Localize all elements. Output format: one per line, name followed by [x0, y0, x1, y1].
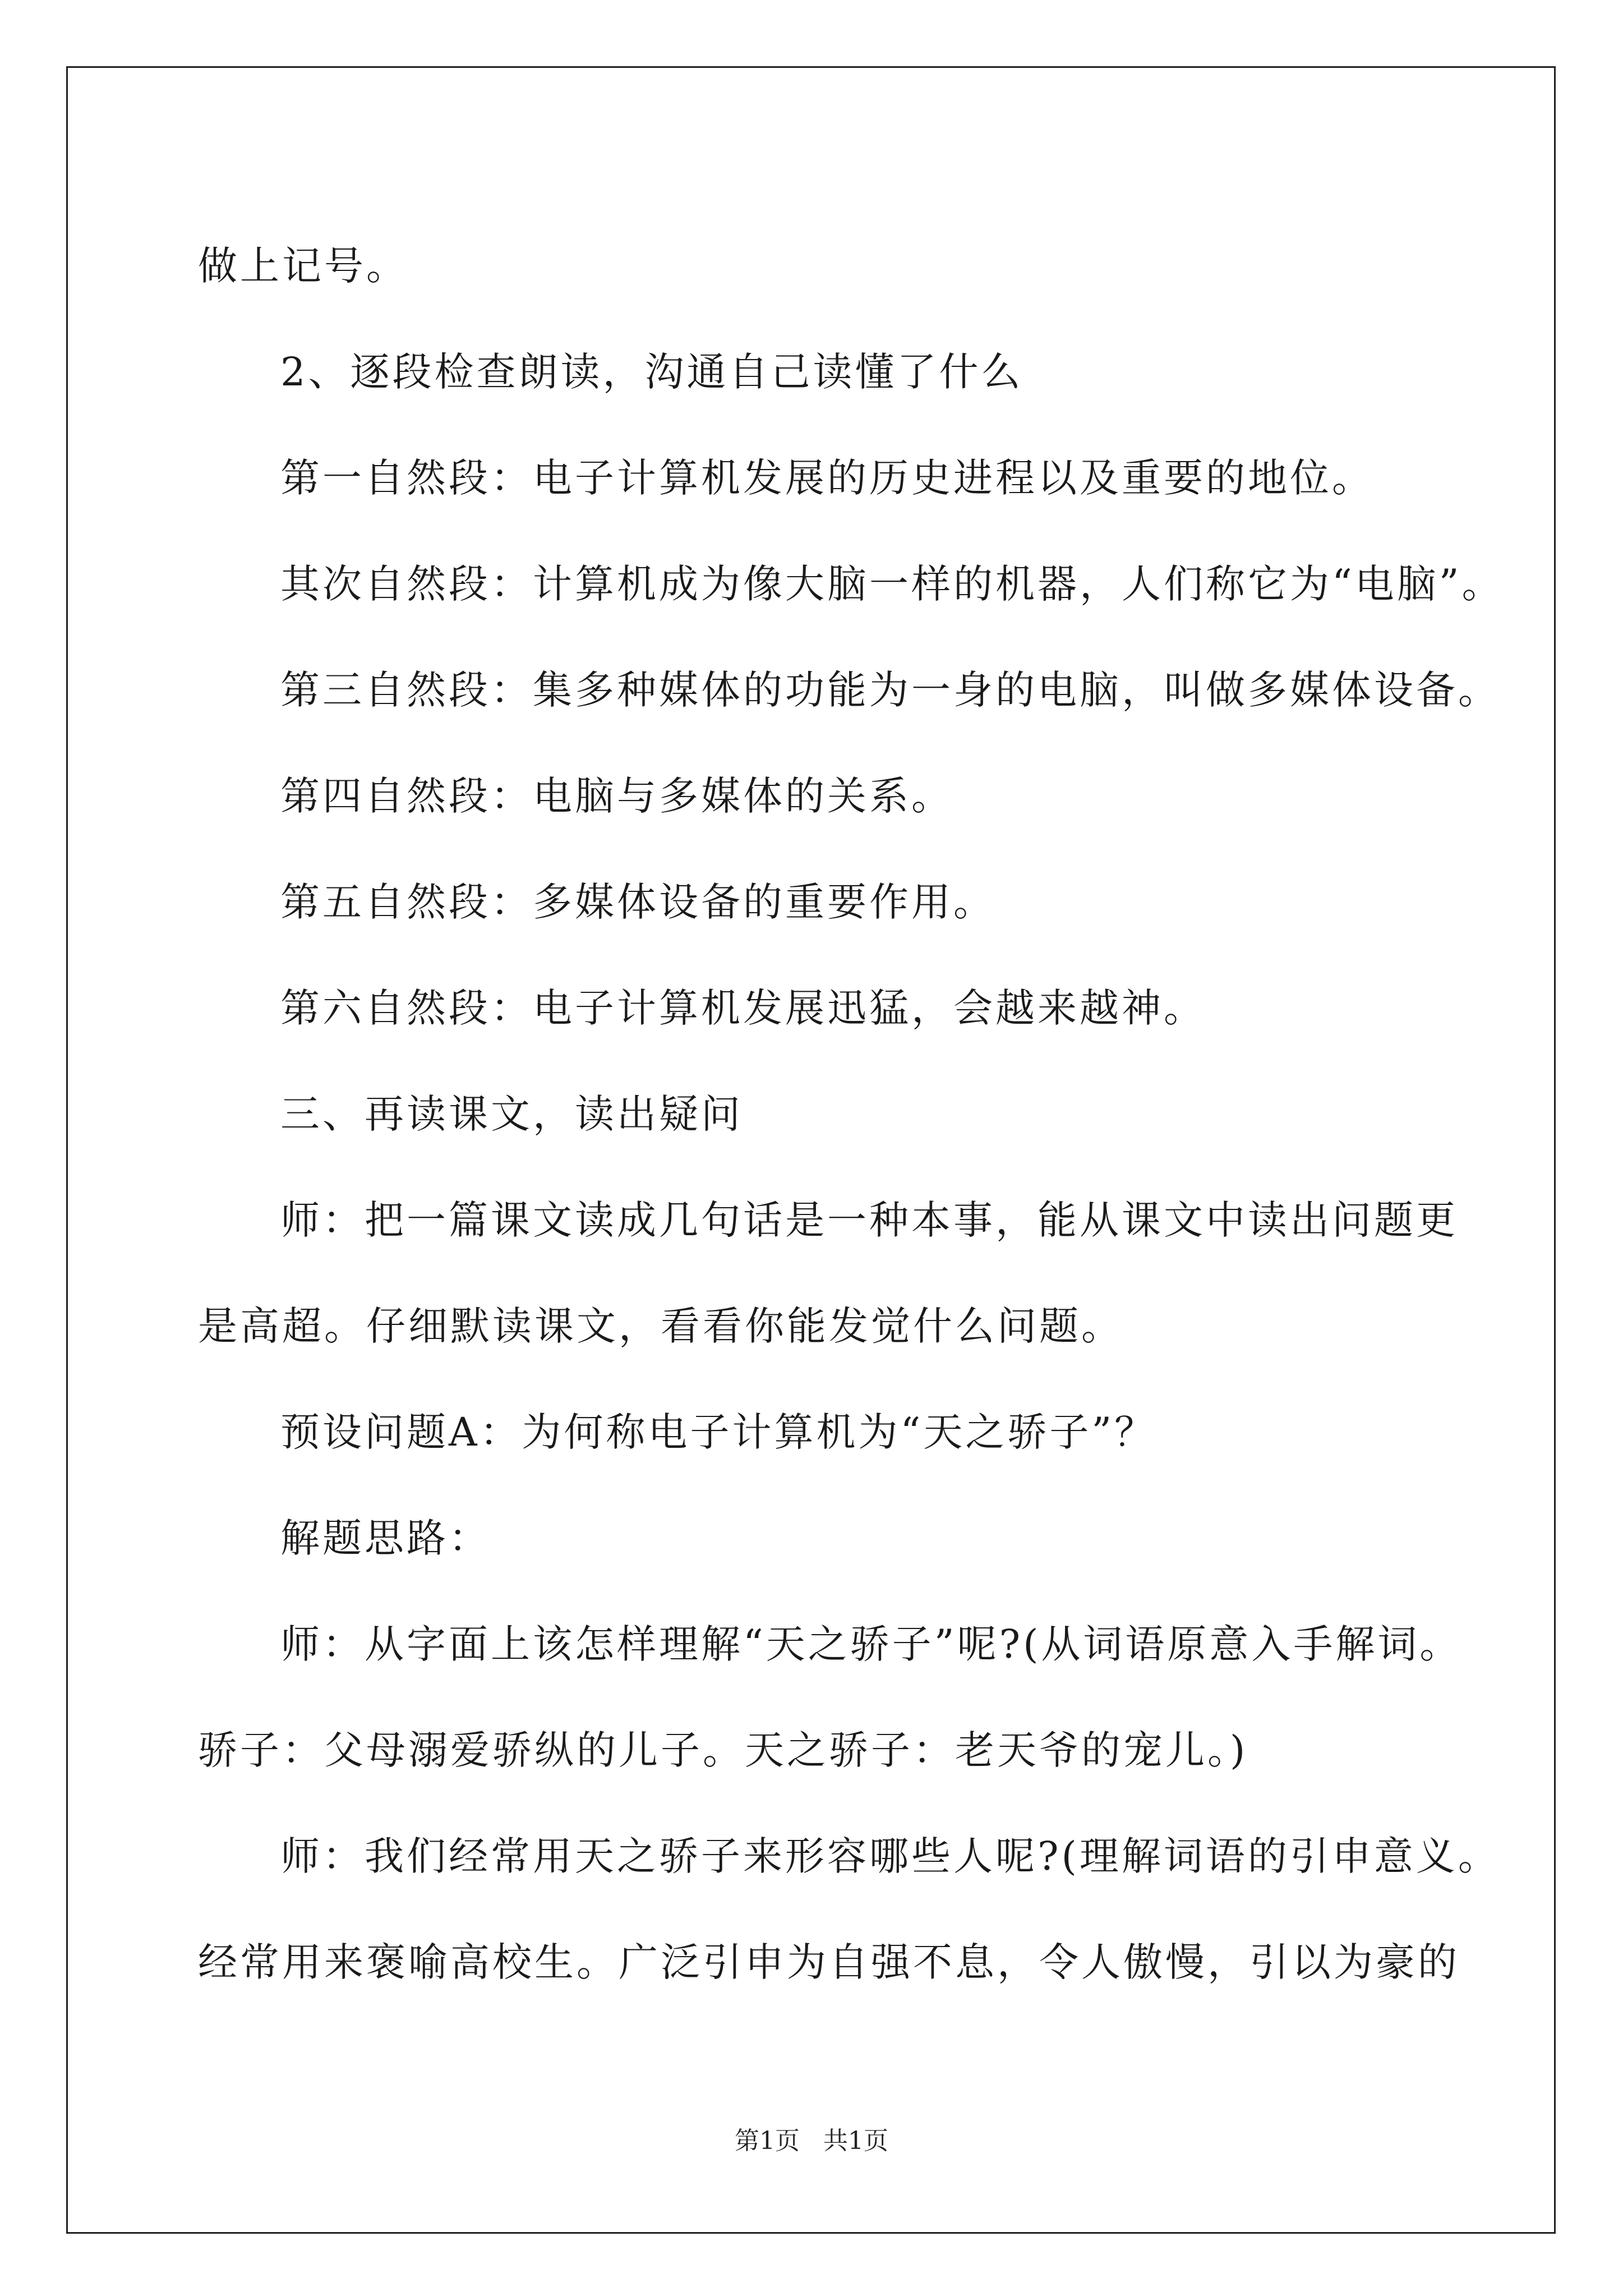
- paragraph-8: 第六自然段：电子计算机发展迅猛，会越来越神。: [280, 985, 1206, 1031]
- paragraph-14: 师：从字面上该怎样理解“天之骄子”呢?(从词语原意入手解词。: [280, 1621, 1462, 1667]
- paragraph-7: 第五自然段：多媒体设备的重要作用。: [280, 879, 995, 925]
- paragraph-10: 师：把一篇课文读成几句话是一种本事，能从课文中读出问题更: [280, 1197, 1458, 1243]
- paragraph-2: 2、逐段检查朗读，沟通自己读懂了什么: [280, 349, 1023, 395]
- page-number: 第1页: [735, 2127, 800, 2155]
- paragraph-3: 第一自然段：电子计算机发展的历史进程以及重要的地位。: [280, 455, 1374, 501]
- page-total: 共1页: [823, 2127, 888, 2155]
- paragraph-4: 其次自然段：计算机成为像大脑一样的机器，人们称它为“电脑”。: [280, 561, 1504, 607]
- page-footer: [0, 2120, 1623, 2156]
- paragraph-6: 第四自然段：电脑与多媒体的关系。: [280, 773, 953, 819]
- paragraph-12: 预设问题A：为何称电子计算机为“天之骄子”？: [280, 1409, 1157, 1455]
- paragraph-1: 做上记号。: [198, 243, 408, 289]
- paragraph-17: 经常用来褒喻高校生。广泛引申为自强不息，令人傲慢，引以为豪的: [198, 1939, 1460, 1985]
- paragraph-11: 是高超。仔细默读课文，看看你能发觉什么问题。: [198, 1303, 1123, 1349]
- document-body: [198, 213, 1504, 2016]
- paragraph-9: 三、再读课文，读出疑问: [280, 1091, 743, 1137]
- paragraph-5: 第三自然段：集多种媒体的功能为一身的电脑，叫做多媒体设备。: [280, 667, 1500, 713]
- paragraph-13: 解题思路：: [280, 1515, 491, 1561]
- paragraph-15: 骄子：父母溺爱骄纵的儿子。天之骄子：老天爷的宠儿。): [198, 1727, 1248, 1773]
- paragraph-16: 师：我们经常用天之骄子来形容哪些人呢?(理解词语的引申意义。: [280, 1833, 1500, 1879]
